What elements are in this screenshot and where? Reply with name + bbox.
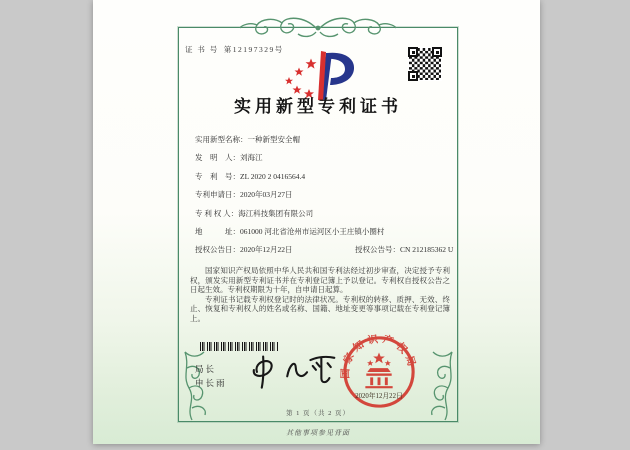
director-block [195, 362, 227, 390]
field-value: 2020年03月27日 [240, 190, 293, 200]
field-value: 海江科技集团有限公司 [238, 208, 314, 218]
certificate-title: 实用新型专利证书 [234, 97, 402, 116]
field-value: 刘海江 [240, 153, 263, 163]
qr-finder-icon [408, 71, 418, 81]
legal-paragraph-2: 专利证书记载专利权登记时的法律状况。专利权的转移、质押、无效、终止、恢复和专利权人的姓名或名称、国籍、地址变更等事项记载在专利登记簿上。 [190, 294, 450, 323]
director-signature-icon [243, 352, 343, 392]
qr-finder-icon [408, 47, 418, 57]
field-list [195, 134, 453, 263]
field-value: 2020年12月22日 [240, 245, 293, 255]
qr-code-icon [408, 47, 442, 81]
field-patentee [195, 208, 453, 218]
legal-text [190, 266, 450, 324]
director-title: 局长 [195, 364, 217, 374]
field-utility-model-name [195, 134, 453, 144]
field-grant-row [195, 244, 453, 254]
seal-date: 2020年12月22日 [355, 393, 403, 400]
certificate-number-value: 第12197329号 [223, 45, 284, 54]
barcode-icon [200, 342, 278, 351]
qr-finder-icon [432, 47, 442, 57]
legal-paragraph-1: 国家知识产权局依照中华人民共和国专利法经过初步审查，决定授予专利权，颁发实用新型专利证书并在专利登记簿上予以登记。专利权自授权公告之日起生效。专利权期限为十年，自申请日起算。 [190, 266, 450, 295]
page-indicator: 第 1 页（共 2 页） [286, 410, 350, 417]
field-label: 专 利 号： [195, 171, 240, 181]
director-name: 申长雨 [195, 378, 227, 388]
field-grant-date [195, 245, 293, 254]
field-value: CN 212185362 U [400, 245, 454, 255]
field-label: 发 明 人： [195, 153, 240, 163]
field-inventor [195, 152, 453, 162]
seal-ring-text: 国家知识产权局 [340, 333, 418, 379]
certificate-sheet [93, 0, 540, 444]
back-note: 其他事项参见背面 [286, 429, 350, 437]
field-value: 一种新型安全帽 [247, 135, 300, 144]
certificate-number-label: 证 书 号 [185, 45, 219, 54]
field-label: 授权公告日： [195, 245, 240, 255]
field-value: 061000 河北省沧州市运河区小王庄镇小圈村 [240, 226, 385, 236]
field-filing-date [195, 189, 453, 199]
field-grant-number [355, 244, 453, 255]
field-address [195, 226, 453, 236]
field-label: 专 利 权 人： [195, 208, 239, 218]
field-label: 实用新型名称： [195, 135, 248, 144]
field-label: 地 址： [195, 226, 240, 236]
field-label: 授权公告号： [355, 245, 400, 255]
field-label: 专利申请日： [195, 190, 240, 200]
field-value: ZL 2020 2 0416564.4 [240, 171, 306, 181]
certificate-number [185, 44, 284, 55]
field-patent-number [195, 171, 453, 181]
